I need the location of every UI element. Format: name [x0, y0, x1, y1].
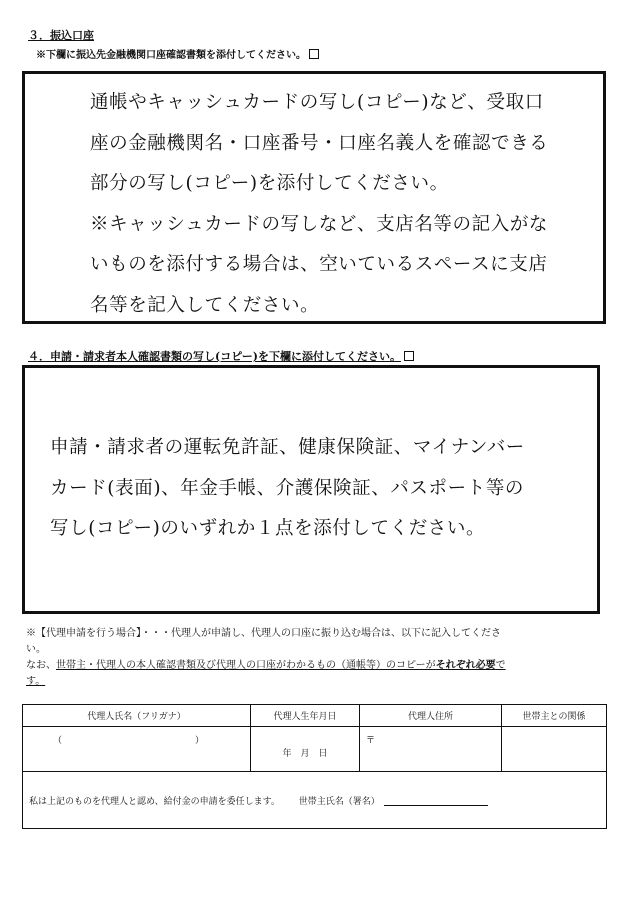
consent-cell — [23, 772, 607, 829]
proxy-line3-prefix: なお、 — [26, 660, 56, 671]
proxy-name-cell[interactable] — [23, 727, 251, 772]
section3-line: 部分の写し(コピー)を添付してください。 — [90, 173, 449, 194]
proxy-dob-cell[interactable] — [251, 727, 360, 772]
header-proxy-name: 代理人氏名（フリガナ） — [23, 705, 251, 727]
proxy-line2: い。 — [26, 644, 46, 655]
consent-text: 私は上記のものを代理人と認め、給付金の申請を委任します。 — [29, 796, 280, 807]
proxy-table-header-row — [23, 705, 607, 727]
section4-instructions — [50, 428, 525, 550]
proxy-line3-underlined: 世帯主・代理人の本人確認書類及び代理人の口座がわかるもの（通帳等）のコピーが — [56, 660, 436, 671]
proxy-line3-suffix: で — [495, 660, 506, 671]
section3-line: 通帳やキャッシュカードの写し(コピー)など、受取口 — [90, 92, 544, 113]
section3-checkbox[interactable] — [309, 49, 319, 59]
header-relationship: 世帯主との関係 — [502, 705, 607, 727]
relationship-cell[interactable] — [502, 727, 607, 772]
section3-note — [36, 46, 319, 61]
proxy-line3 — [26, 658, 506, 674]
proxy-line4: す。 — [26, 676, 46, 687]
section3-note-text: ※下欄に振込先金融機関口座確認書類を添付してください。 — [36, 50, 306, 61]
postal-mark: 〒 — [366, 736, 376, 746]
proxy-table-input-row — [23, 727, 607, 772]
dob-placeholder: 年 月 日 — [282, 748, 328, 759]
name-paren-close: ） — [195, 736, 205, 746]
section3-instructions — [90, 83, 548, 326]
proxy-line3-bold: それぞれ必要 — [435, 660, 496, 671]
proxy-notes — [26, 626, 506, 690]
section3-line: ※キャッシュカードの写しなど、支店名等の記入がな — [90, 213, 549, 235]
proxy-table-consent-row — [23, 772, 607, 829]
name-paren-open: （ — [53, 736, 63, 746]
bank-account-attachment-box[interactable] — [22, 71, 606, 324]
section4-checkbox[interactable] — [404, 351, 414, 361]
header-proxy-dob: 代理人生年月日 — [251, 705, 360, 727]
section4-line: カード(表面)、年金手帳、介護保険証、パスポート等の — [50, 477, 525, 499]
section3-line: 座の金融機関名・口座番号・口座名義人を確認できる — [90, 132, 549, 154]
signature-line[interactable] — [384, 795, 488, 806]
section4-line: 申請・請求者の運転免許証、健康保険証、マイナンバー — [50, 437, 525, 458]
proxy-line1: ※【代理申請を行う場合】・・・代理人が申請し、代理人の口座に振り込む場合は、以下に記入してくださ — [26, 628, 501, 639]
section4-line: 写し(コピー)のいずれか１点を添付してください。 — [50, 518, 486, 539]
header-proxy-address: 代理人住所 — [360, 705, 502, 727]
id-document-attachment-box[interactable] — [22, 365, 600, 614]
section4-title-text: ４．申請・請求者本人確認書類の写し(コピー)を下欄に添付してください。 — [28, 350, 401, 363]
section3-title: ３．振込口座 — [28, 29, 94, 42]
section3-line: 名等を記入してください。 — [90, 294, 320, 316]
section4-title — [28, 348, 414, 364]
householder-label: 世帯主氏名（署名） — [298, 796, 380, 807]
proxy-table — [22, 704, 607, 829]
proxy-address-cell[interactable] — [360, 727, 502, 772]
section3-line: いものを添付する場合は、空いているスペースに支店 — [90, 254, 548, 275]
